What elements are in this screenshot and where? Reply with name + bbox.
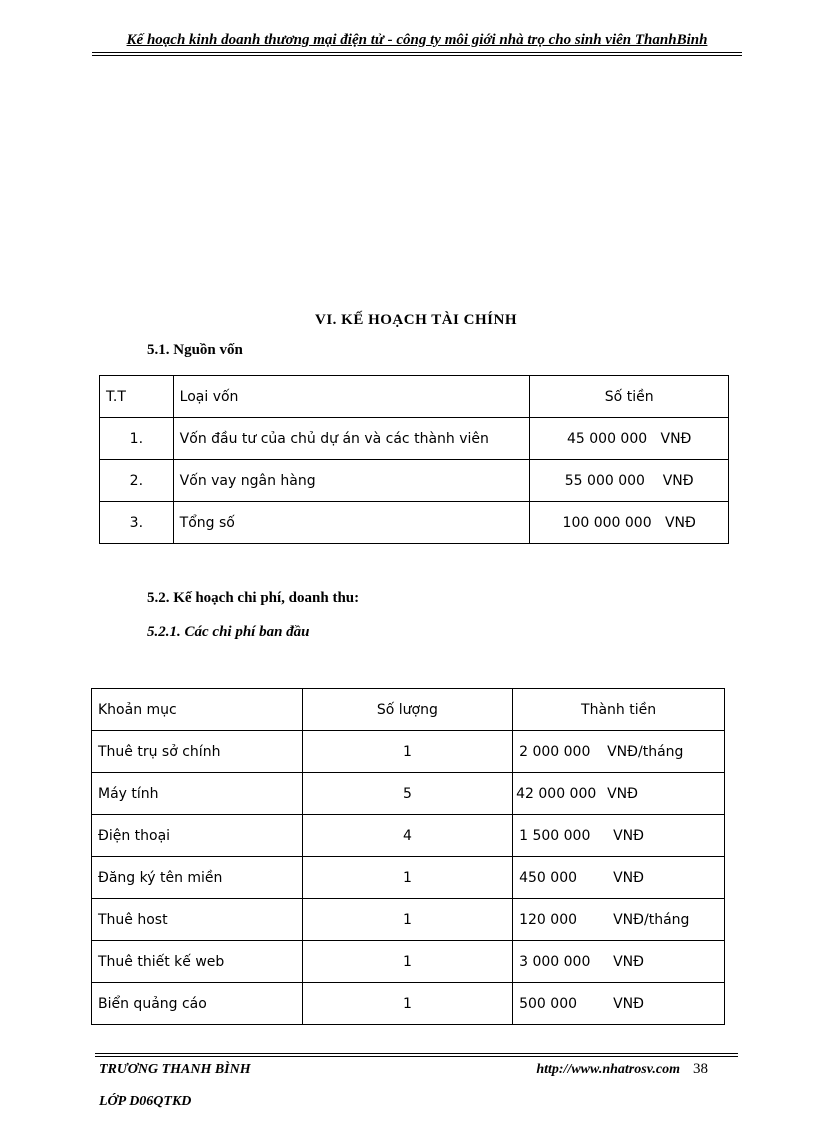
cost-amount: 450 000 (519, 869, 578, 886)
table-header-row (92, 689, 725, 731)
capital-heading: 5.1. Nguồn vốn (147, 342, 243, 358)
cost-unit: VNĐ/tháng (613, 911, 690, 928)
header-rule-bottom (92, 55, 742, 56)
row-number: 2. (100, 460, 174, 502)
row-number: 3. (100, 502, 174, 544)
costs-table (91, 688, 725, 1025)
footer-rule-bottom (95, 1056, 738, 1057)
cost-item: Thuê trụ sở chính (92, 731, 303, 773)
cost-amount-cell (513, 773, 725, 815)
cost-quantity: 1 (302, 941, 512, 983)
cost-amount-cell (513, 731, 725, 773)
cost-item: Máy tính (92, 773, 303, 815)
cost-amount-cell (513, 983, 725, 1025)
cost-amount: 1 500 000 (519, 827, 591, 844)
cost-quantity: 4 (302, 815, 512, 857)
header-rule-top (92, 52, 742, 53)
table-row (92, 773, 725, 815)
row-number: 1. (100, 418, 174, 460)
cost-quantity: 1 (302, 899, 512, 941)
table-row (92, 983, 725, 1025)
table-row (92, 857, 725, 899)
footer-class: LỚP D06QTKD (99, 1094, 192, 1109)
cost-item: Biển quảng cáo (92, 983, 303, 1025)
page-number: 38 (693, 1061, 708, 1077)
cost-amount: 120 000 (519, 911, 578, 928)
cost-quantity: 1 (302, 857, 512, 899)
capital-table (99, 375, 729, 544)
table-row (100, 460, 729, 502)
capital-type: Vốn vay ngân hàng (173, 460, 530, 502)
table-row (100, 502, 729, 544)
footer-url: http://www.nhatrosv.com (536, 1062, 680, 1077)
cost-amount: 42 000 000 (516, 785, 597, 802)
table-row (92, 899, 725, 941)
footer-rule-top (95, 1053, 738, 1054)
capital-amount: 55 000 000 VNĐ (530, 460, 729, 502)
cost-amount-cell (513, 941, 725, 983)
costs-heading: 5.2.1. Các chi phí ban đầu (147, 624, 310, 640)
cost-item: Đăng ký tên miền (92, 857, 303, 899)
table-row (92, 815, 725, 857)
cost-quantity: 1 (302, 731, 512, 773)
plan-heading: 5.2. Kế hoạch chi phí, doanh thu: (147, 590, 360, 606)
cost-amount-cell (513, 857, 725, 899)
cost-amount: 2 000 000 (519, 743, 591, 760)
cost-quantity: 5 (302, 773, 512, 815)
cost-unit: VNĐ (613, 995, 645, 1012)
cost-amount: 3 000 000 (519, 953, 591, 970)
column-header: Thành tiền (513, 689, 725, 731)
cost-amount-cell (513, 899, 725, 941)
page-header (92, 30, 742, 54)
cost-unit: VNĐ/tháng (607, 743, 684, 760)
column-header: Khoản mục (92, 689, 303, 731)
capital-amount: 100 000 000 VNĐ (530, 502, 729, 544)
column-header: Số lượng (302, 689, 512, 731)
cost-item: Thuê host (92, 899, 303, 941)
cost-unit: VNĐ (613, 827, 645, 844)
footer-author: TRƯƠNG THANH BÌNH (99, 1062, 251, 1077)
cost-unit: VNĐ (613, 869, 645, 886)
cost-item: Điện thoại (92, 815, 303, 857)
section-title: VI. KẾ HOẠCH TÀI CHÍNH (314, 312, 517, 328)
cost-amount-cell (513, 815, 725, 857)
column-header: Số tiền (530, 376, 729, 418)
table-row (92, 941, 725, 983)
column-header: T.T (100, 376, 174, 418)
cost-item: Thuê thiết kế web (92, 941, 303, 983)
header-title: Kế hoạch kinh doanh thương mại điện tử - công ty môi giới nhà trọ cho sinh viên ThanhBinh (126, 32, 708, 48)
cost-unit: VNĐ (607, 785, 639, 802)
capital-type: Tổng số (173, 502, 530, 544)
column-header: Loại vốn (173, 376, 530, 418)
capital-amount: 45 000 000 VNĐ (530, 418, 729, 460)
cost-amount: 500 000 (519, 995, 578, 1012)
cost-unit: VNĐ (613, 953, 645, 970)
page-footer (95, 1050, 738, 1120)
cost-quantity: 1 (302, 983, 512, 1025)
table-header-row (100, 376, 729, 418)
capital-type: Vốn đầu tư của chủ dự án và các thành viên (173, 418, 530, 460)
table-row (100, 418, 729, 460)
table-row (92, 731, 725, 773)
